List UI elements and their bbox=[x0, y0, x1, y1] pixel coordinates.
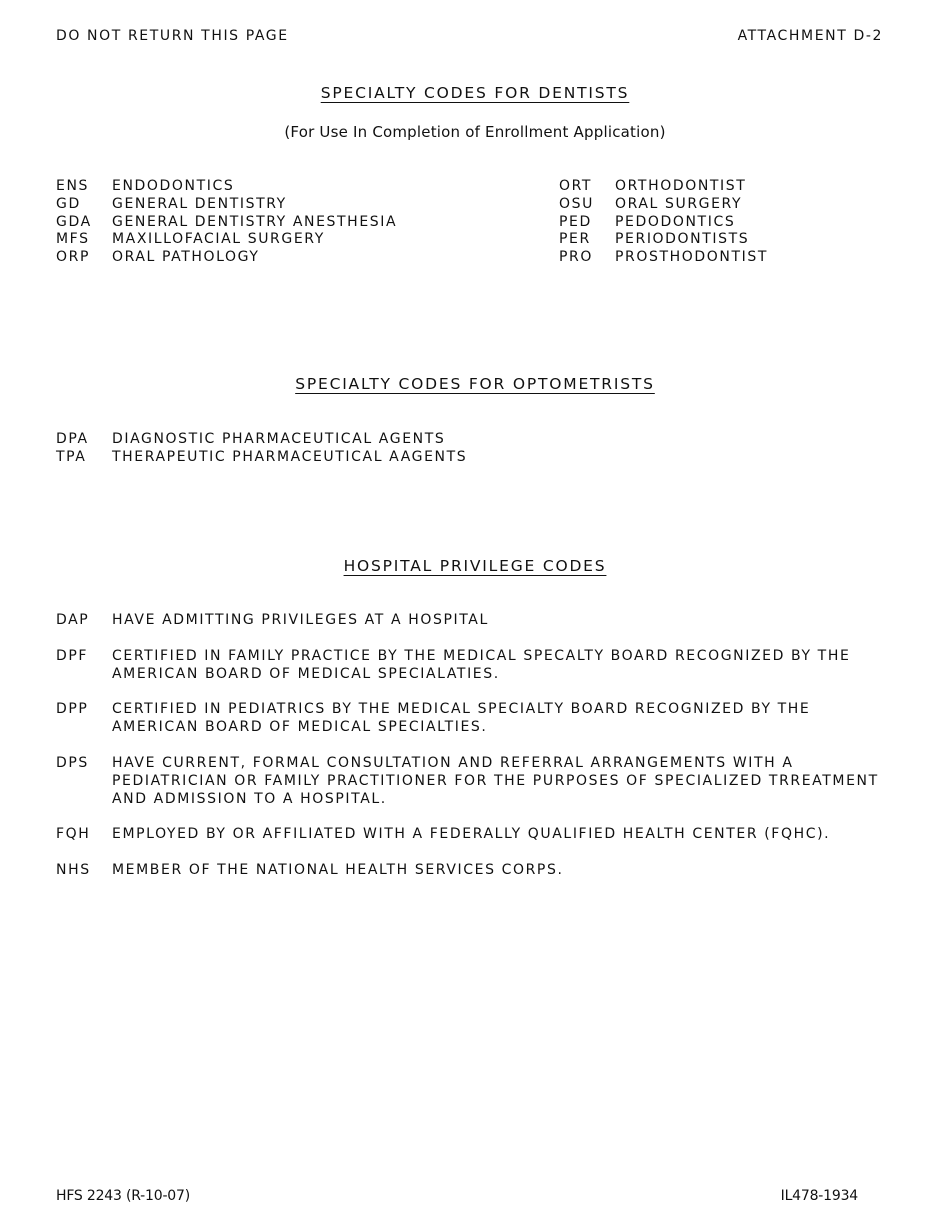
code-abbrev: GDA bbox=[56, 213, 92, 230]
code-abbrev: DAP bbox=[56, 612, 90, 628]
hospital-privilege-codes-list bbox=[56, 612, 906, 880]
code-description: CERTIFIED IN PEDIATRICS BY THE MEDICAL SPECIALTY BOARD RECOGNIZED BY THE AMERICAN BOARD OF MEDICAL SPECIALTIES. bbox=[112, 701, 811, 736]
code-abbrev: DPA bbox=[56, 431, 89, 447]
dentist-codes-left-column bbox=[56, 178, 397, 267]
privilege-row bbox=[56, 755, 906, 808]
privilege-row bbox=[56, 612, 906, 630]
code-abbrev: DPF bbox=[56, 647, 89, 664]
code-description: ORAL SURGERY bbox=[615, 195, 743, 212]
header-left-notice: DO NOT RETURN THIS PAGE bbox=[56, 28, 289, 44]
code-abbrev: OSU bbox=[559, 195, 594, 212]
code-abbrev: PRO bbox=[559, 249, 593, 266]
code-row bbox=[559, 231, 768, 249]
code-description: HAVE ADMITTING PRIVILEGES AT A HOSPITAL bbox=[112, 612, 489, 628]
code-abbrev: FQH bbox=[56, 826, 91, 843]
code-abbrev: GD bbox=[56, 195, 81, 212]
code-description: MAXILLOFACIAL SURGERY bbox=[112, 231, 325, 248]
code-row bbox=[56, 214, 397, 232]
code-row bbox=[56, 431, 467, 449]
code-abbrev: DPP bbox=[56, 701, 89, 718]
code-description: ORTHODONTIST bbox=[615, 178, 747, 194]
optometrists-section-title: SPECIALTY CODES FOR OPTOMETRISTS bbox=[295, 375, 655, 393]
code-row bbox=[56, 231, 397, 249]
code-abbrev: DPS bbox=[56, 754, 89, 771]
code-description: GENERAL DENTISTRY bbox=[112, 195, 287, 212]
privilege-row bbox=[56, 701, 906, 737]
code-description: ORAL PATHOLOGY bbox=[112, 249, 260, 266]
code-description: ENDODONTICS bbox=[112, 178, 235, 194]
code-abbrev: ENS bbox=[56, 178, 90, 194]
hospital-section-title: HOSPITAL PRIVILEGE CODES bbox=[343, 557, 607, 575]
header-attachment-label: ATTACHMENT D-2 bbox=[737, 28, 883, 44]
code-row bbox=[559, 178, 768, 196]
code-row bbox=[56, 196, 397, 214]
code-description: THERAPEUTIC PHARMACEUTICAL AAGENTS bbox=[112, 448, 468, 465]
code-description: HAVE CURRENT, FORMAL CONSULTATION AND REFERRAL ARRANGEMENTS WITH A PEDIATRICIAN OR FAMILY PRACTITIONER FOR THE PURPOSES OF SPECIALIZED TRREATMENT AND ADMISSION TO A HOSPITAL. bbox=[112, 754, 879, 807]
code-description: PEDODONTICS bbox=[615, 213, 736, 230]
code-abbrev: ORT bbox=[559, 178, 593, 194]
footer-document-id: IL478-1934 bbox=[780, 1188, 858, 1204]
code-description: PROSTHODONTIST bbox=[615, 249, 768, 266]
code-row bbox=[559, 249, 768, 267]
code-description: DIAGNOSTIC PHARMACEUTICAL AGENTS bbox=[112, 431, 446, 447]
code-description: CERTIFIED IN FAMILY PRACTICE BY THE MEDICAL SPECALTY BOARD RECOGNIZED BY THE AMERICAN BOARD OF MEDICAL SPECIALATIES. bbox=[112, 647, 851, 682]
privilege-row bbox=[56, 648, 906, 684]
footer-form-number: HFS 2243 (R-10-07) bbox=[56, 1188, 190, 1204]
code-row bbox=[559, 214, 768, 232]
code-description: MEMBER OF THE NATIONAL HEALTH SERVICES CORPS. bbox=[112, 862, 564, 879]
code-description: PERIODONTISTS bbox=[615, 231, 750, 248]
code-row bbox=[56, 449, 467, 467]
code-row bbox=[559, 196, 768, 214]
code-row bbox=[56, 178, 397, 196]
code-abbrev: TPA bbox=[56, 448, 87, 465]
code-description: GENERAL DENTISTRY ANESTHESIA bbox=[112, 213, 398, 230]
code-abbrev: ORP bbox=[56, 249, 90, 266]
privilege-row bbox=[56, 862, 906, 880]
dentist-codes-right-column bbox=[559, 178, 768, 267]
dentists-section-subtitle: (For Use In Completion of Enrollment Application) bbox=[284, 123, 666, 141]
code-abbrev: MFS bbox=[56, 231, 90, 248]
code-abbrev: NHS bbox=[56, 862, 91, 879]
code-description: EMPLOYED BY OR AFFILIATED WITH A FEDERALLY QUALIFIED HEALTH CENTER (FQHC). bbox=[112, 826, 831, 843]
optometrist-codes-list bbox=[56, 431, 467, 467]
privilege-row bbox=[56, 826, 906, 844]
code-row bbox=[56, 249, 397, 267]
code-abbrev: PER bbox=[559, 231, 591, 248]
dentists-section-title: SPECIALTY CODES FOR DENTISTS bbox=[320, 84, 630, 102]
code-abbrev: PED bbox=[559, 213, 592, 230]
